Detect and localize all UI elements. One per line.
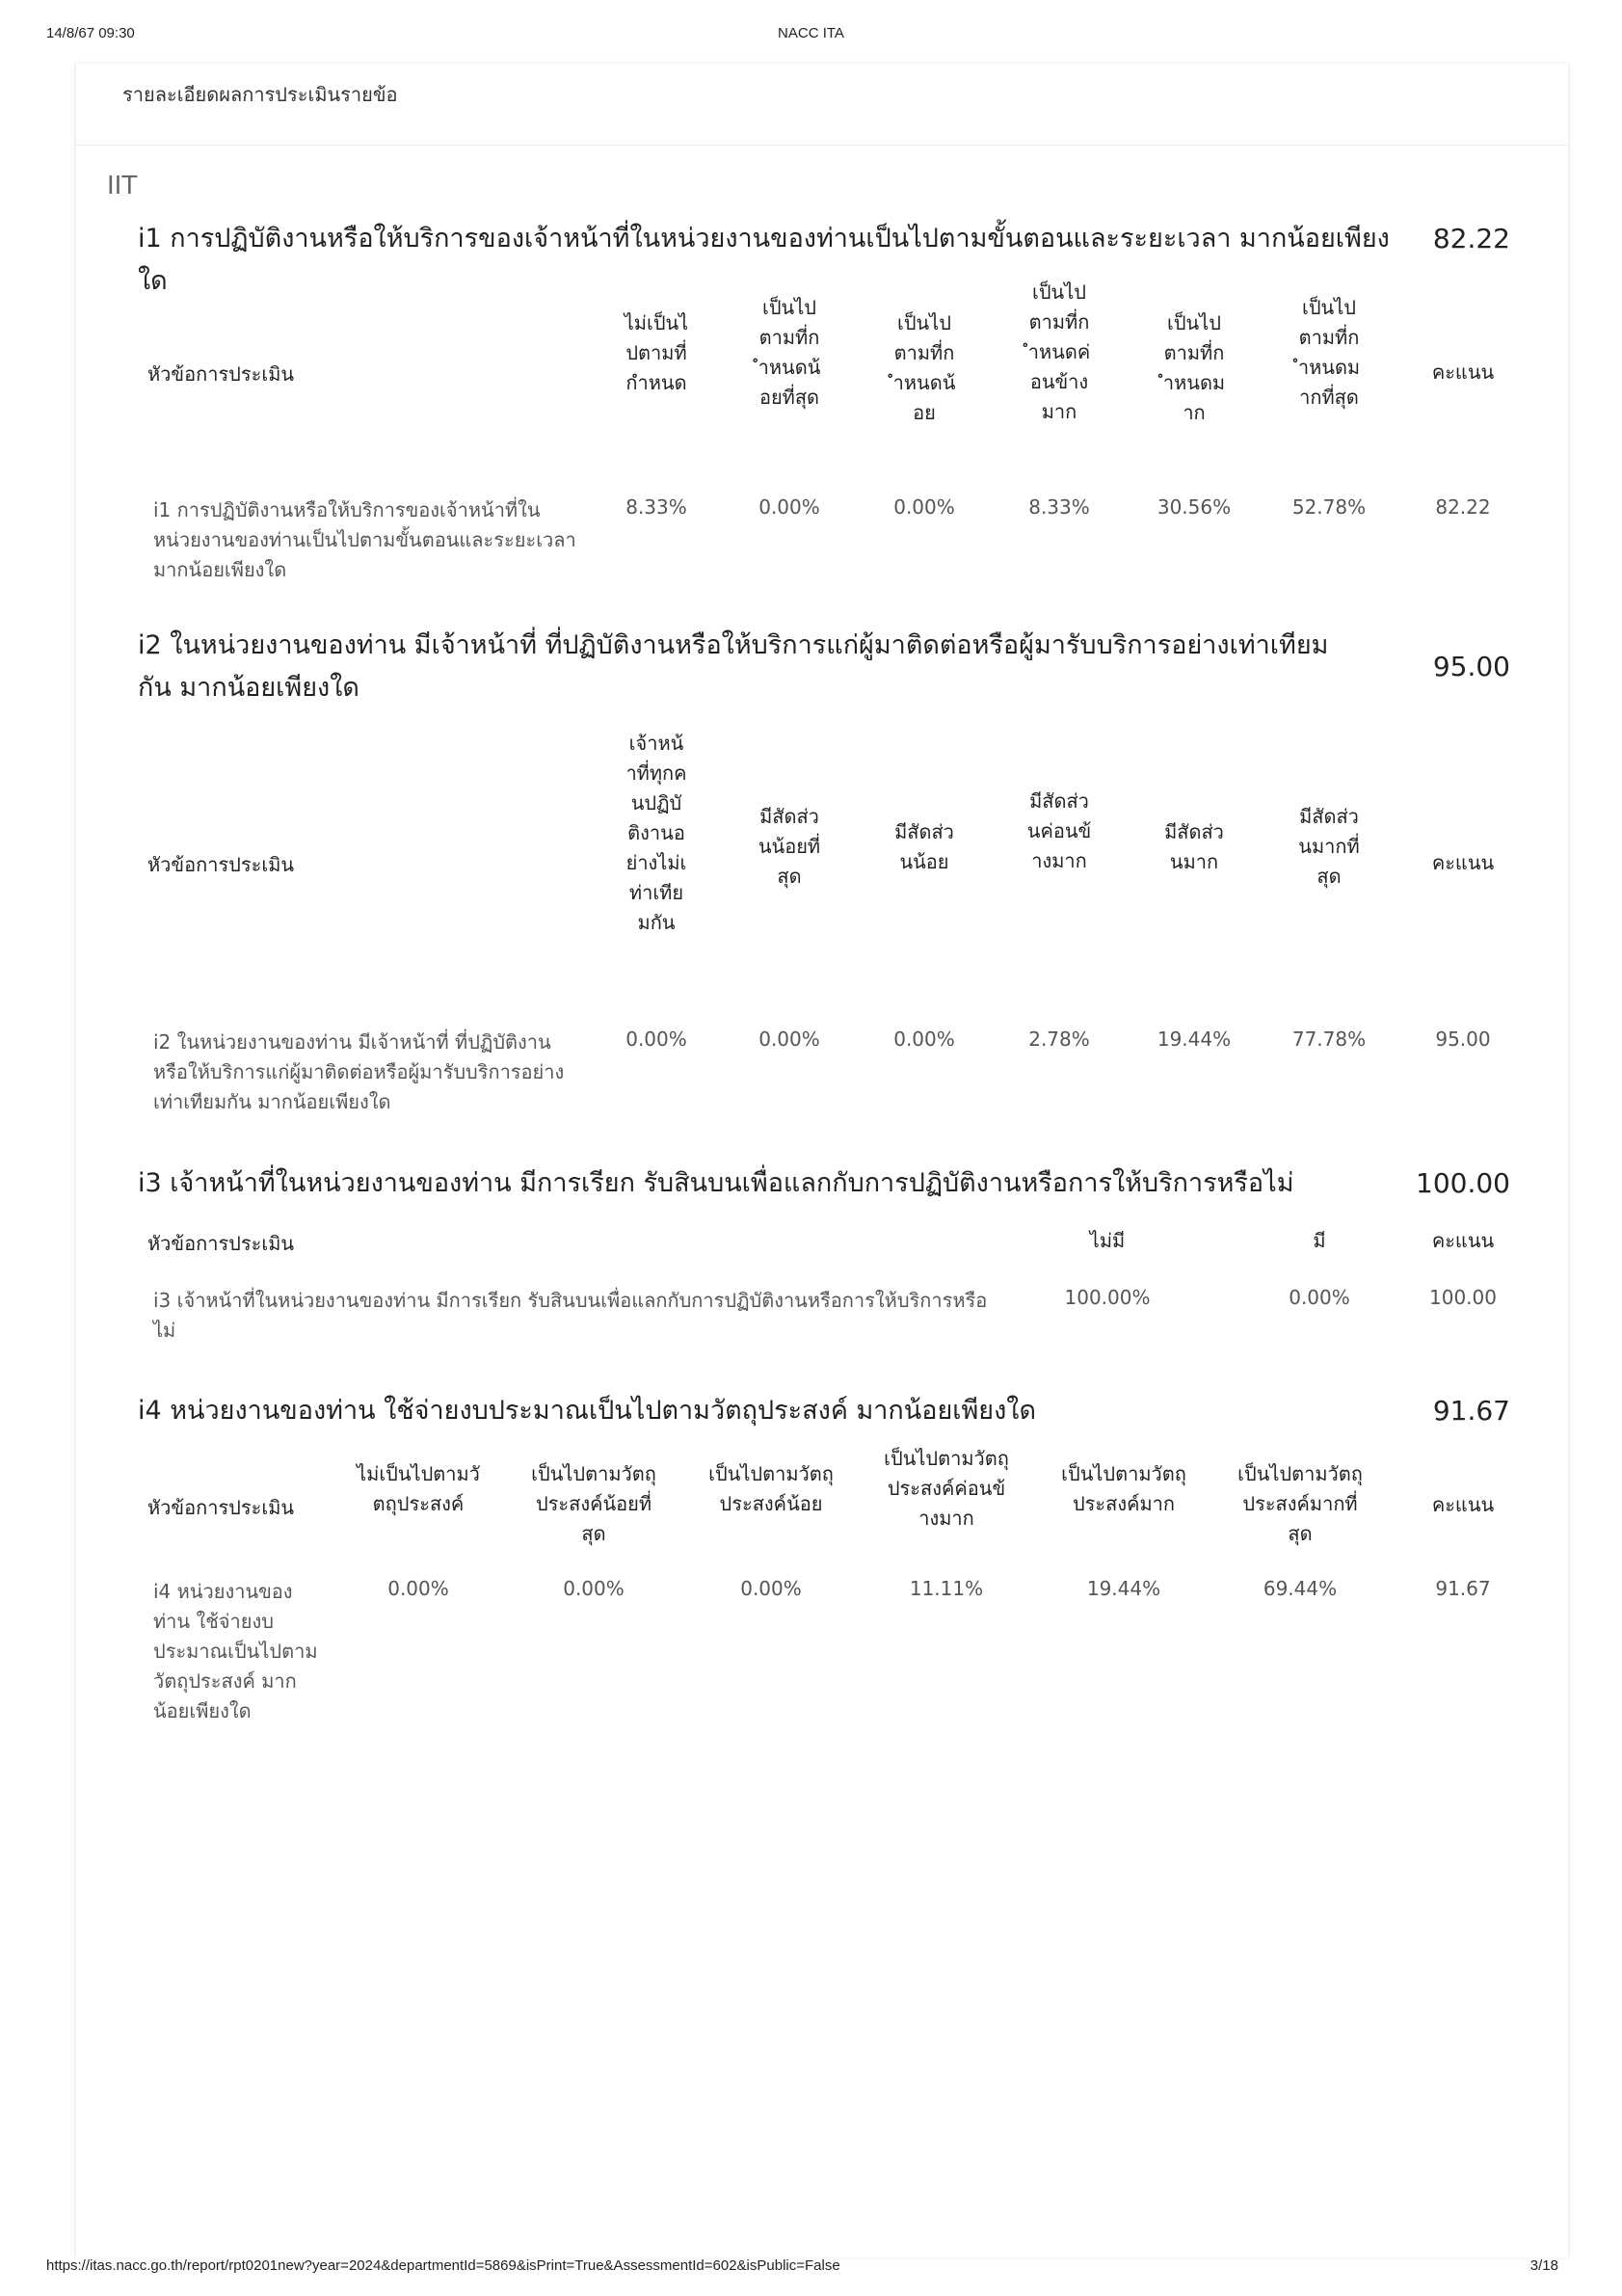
table-header-option: มี [1313, 1229, 1326, 1252]
table-header-option: เป็นไปตามวัตถุประสงค์มาก [1061, 1462, 1186, 1515]
table-cell-score: 82.22 [1435, 495, 1491, 519]
print-page-number: 3/18 [1529, 2257, 1558, 2274]
report-card [75, 64, 1569, 2257]
table-cell-score: 91.67 [1435, 1577, 1491, 1600]
table-cell-value: 0.00% [625, 1028, 687, 1051]
table-cell-value: 100.00% [1064, 1286, 1151, 1309]
card-title: รายละเอียดผลการประเมินรายข้อ [122, 83, 398, 106]
table-header-score: คะแนน [1431, 1229, 1495, 1252]
table-header-option: เป็นไปตามวัตถุประสงค์น้อย [708, 1462, 834, 1515]
table-cell-value: 0.00% [893, 1028, 955, 1051]
table-header-option: เป็นไปตามที่กำหนดน้อยที่สุด [758, 296, 821, 409]
table-header-option: เป็นไปตามที่กำหนดมาก [1162, 311, 1226, 424]
table-cell-value: 0.00% [893, 495, 955, 519]
table-header-topic: หัวข้อการประเมิน [147, 1496, 295, 1519]
table-header-option: เป็นไปตามวัตถุประสงค์ค่อนข้างมาก [884, 1447, 1009, 1530]
print-footer [0, 2257, 1622, 2286]
table-header-score: คะแนน [1431, 1493, 1495, 1516]
table-row-label: i3 เจ้าหน้าที่ในหน่วยงานของท่าน มีการเรียก รับสินบนเพื่อแลกกับการปฏิบัติงานหรือการให้บริการหรือไม่ [153, 1289, 988, 1342]
table-cell-value: 0.00% [1289, 1286, 1350, 1309]
table-header-option: เป็นไปตามวัตถุประสงค์มากที่สุด [1237, 1462, 1363, 1545]
table-cell-value: 19.44% [1157, 1028, 1232, 1051]
table-cell-value: 0.00% [758, 495, 820, 519]
divider [76, 145, 1568, 146]
table-cell-score: 100.00 [1429, 1286, 1497, 1309]
table-cell-value: 11.11% [909, 1577, 984, 1600]
table-row-label: i2 ในหน่วยงานของท่าน มีเจ้าหน้าที่ ที่ปฏิบัติงานหรือให้บริการแก่ผู้มาติดต่อหรือผู้มารับบริการอย่างเท่าเทียมกัน มากน้อยเพียงใด [153, 1030, 565, 1113]
table-header-topic: หัวข้อการประเมิน [147, 362, 295, 386]
question-title: i2 ในหน่วยงานของท่าน มีเจ้าหน้าที่ ที่ปฏิบัติงานหรือให้บริการแก่ผู้มาติดต่อหรือผู้มารับบริการอย่างเท่าเทียมกัน มากน้อยเพียงใด [138, 630, 1329, 703]
table-cell-value: 2.78% [1028, 1028, 1090, 1051]
table-header-option: มีสัดส่วนมากที่สุด [1298, 805, 1360, 888]
table-header-option: เป็นไปตามที่กำหนดน้อย [892, 311, 956, 424]
table-cell-value: 0.00% [563, 1577, 625, 1600]
table-cell-value: 0.00% [740, 1577, 802, 1600]
question-title: i1 การปฏิบัติงานหรือให้บริการของเจ้าหน้าที่ในหน่วยงานของท่านเป็นไปตามขั้นตอนและระยะเวลา มากน้อยเพียงใด [138, 224, 1390, 296]
print-site-title: NACC ITA [778, 25, 844, 41]
question-score: 91.67 [1432, 1395, 1510, 1427]
table-header-option: มีสัดส่วนน้อย [894, 820, 954, 873]
table-row-label: i1 การปฏิบัติงานหรือให้บริการของเจ้าหน้าที่ในหน่วยงานของท่านเป็นไปตามขั้นตอนและระยะเวลา มากน้อยเพียงใด [153, 498, 576, 581]
table-header-option: เป็นไปตามที่กำหนดมากที่สุด [1297, 296, 1361, 409]
table-cell-value: 19.44% [1086, 1577, 1161, 1600]
table-row-label: i4 หน่วยงานของท่าน ใช้จ่ายงบประมาณเป็นไปตามวัตถุประสงค์ มากน้อยเพียงใด [153, 1580, 318, 1722]
question-score: 82.22 [1432, 223, 1510, 254]
table-header-topic: หัวข้อการประเมิน [147, 853, 295, 876]
table-header-option: มีสัดส่วนมาก [1164, 820, 1224, 873]
print-header [0, 25, 1622, 54]
indicator-group-label: IIT [107, 172, 138, 200]
question-title: i4 หน่วยงานของท่าน ใช้จ่ายงบประมาณเป็นไปตามวัตถุประสงค์ มากน้อยเพียงใด [138, 1396, 1037, 1426]
table-header-option: มีสัดส่วนน้อยที่สุด [758, 805, 821, 888]
print-url: https://itas.nacc.go.th/report/rpt0201new?year=2024&departmentId=5869&isPrint=True&AssessmentId=602&isPublic=False [46, 2257, 840, 2274]
table-cell-value: 69.44% [1263, 1577, 1338, 1600]
table-header-score: คะแนน [1431, 851, 1495, 874]
table-header-option: มีสัดส่วนค่อนข้างมาก [1026, 789, 1092, 872]
table-cell-value: 30.56% [1157, 495, 1232, 519]
question-score: 100.00 [1416, 1167, 1510, 1199]
table-header-score: คะแนน [1431, 360, 1495, 384]
print-datetime: 14/8/67 09:30 [46, 25, 135, 41]
table-header-option: เป็นไปตามที่กำหนดค่อนข้างมาก [1027, 280, 1091, 423]
table-header-option: ไม่มี [1089, 1229, 1126, 1252]
table-cell-value: 8.33% [1028, 495, 1090, 519]
table-header-option: ไม่เป็นไปตามวัตถุประสงค์ [357, 1462, 480, 1515]
table-header-option: ไม่เป็นไปตามที่กำหนด [624, 311, 689, 394]
table-cell-score: 95.00 [1435, 1028, 1491, 1051]
question-score: 95.00 [1432, 651, 1510, 682]
table-header-option: เจ้าหน้าที่ทุกคนปฏิบัติงานอย่างไม่เท่าเทียมกัน [625, 732, 687, 934]
table-cell-value: 0.00% [758, 1028, 820, 1051]
question-title: i3 เจ้าหน้าที่ในหน่วยงานของท่าน มีการเรียก รับสินบนเพื่อแลกกับการปฏิบัติงานหรือการให้บริการหรือไม่ [138, 1168, 1294, 1198]
table-header-topic: หัวข้อการประเมิน [147, 1232, 295, 1255]
table-cell-value: 8.33% [625, 495, 687, 519]
table-cell-value: 0.00% [387, 1577, 449, 1600]
table-cell-value: 52.78% [1291, 495, 1367, 519]
table-cell-value: 77.78% [1291, 1028, 1367, 1051]
table-header-option: เป็นไปตามวัตถุประสงค์น้อยที่สุด [531, 1462, 656, 1545]
